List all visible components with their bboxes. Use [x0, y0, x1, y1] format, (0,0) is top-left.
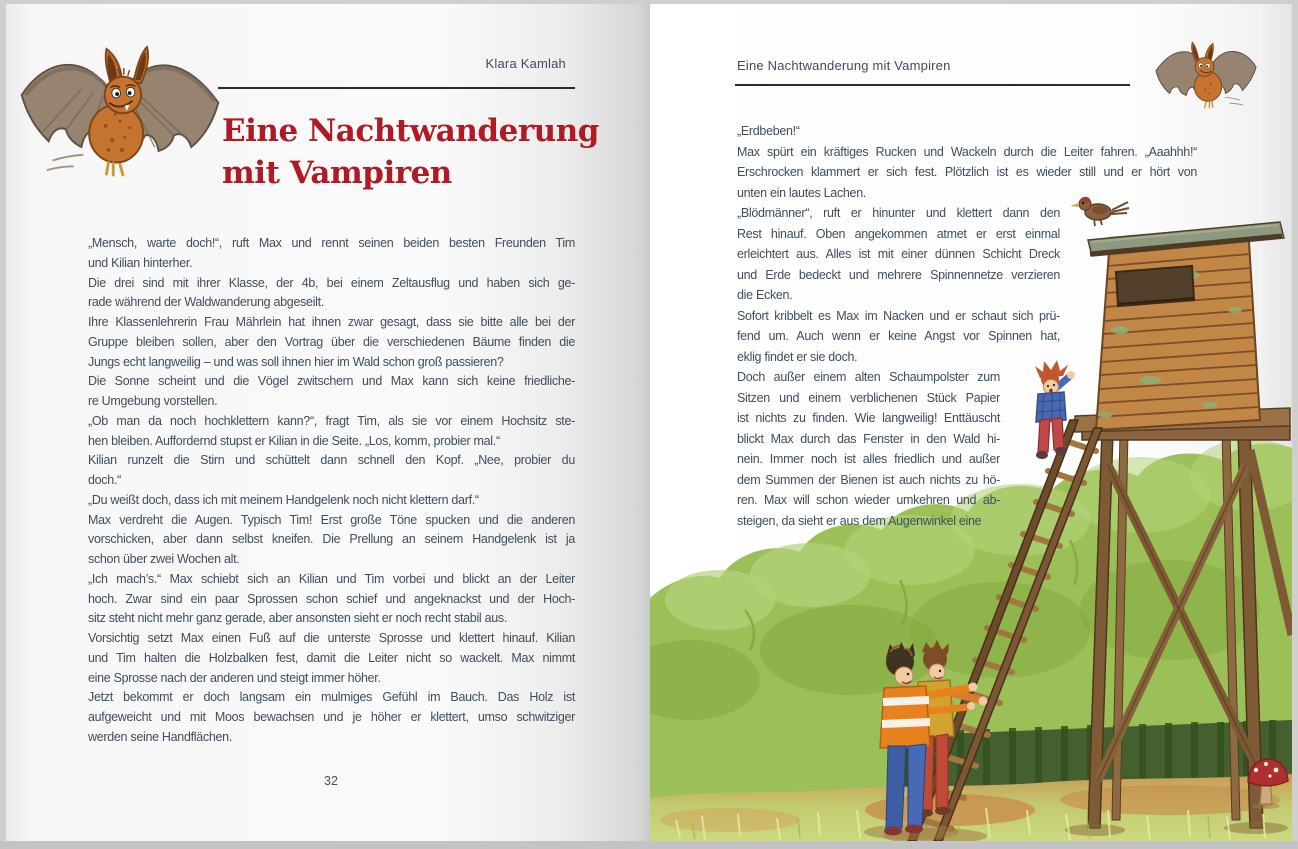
cabin — [1088, 222, 1284, 430]
text-line: ist nichts zu finden. Wie langweilig! Enttäuscht — [737, 411, 1000, 425]
right-page — [650, 4, 1292, 841]
text-line: rade während der Waldwanderung abgeseilt. — [88, 295, 325, 310]
text-line: Kilian runzelt die Stirn und schüttelt dann schnell den Kopf. „Nee, probier du — [88, 453, 575, 468]
text-line: Doch außer einem alten Schaumpolster zum — [737, 370, 1000, 384]
bat-feet — [107, 162, 123, 175]
text-line: fend um. Auch wenn er keine Angst vor Spinnen hat, — [737, 329, 1060, 343]
text-line: schon über zwei Wochen alt. — [88, 552, 240, 566]
bat-icon — [14, 38, 226, 180]
text-line: die Ecken. — [737, 288, 793, 302]
text-line: nein. Immer noch ist alles friedlich und außer — [737, 452, 1000, 466]
text-line: Die Sonne scheint und die Vögel zwitschern und Max kann sich keine friedliche- — [88, 374, 575, 389]
text-line: Jetzt bekommt er doch langsam ein mulmiges Gefühl im Bauch. Das Holz ist — [88, 690, 575, 705]
text-line: Die drei sind mit ihrer Klasse, der 4b, bei einem Zeltausflug und haben sich ge- — [88, 275, 575, 290]
text-line: „Mensch, warte doch!“, ruft Max und rennt seinen beiden besten Freunden Tim — [88, 236, 575, 250]
text-line: Gruppe bleiben sollen, aber den Vortrag über die verschiedenen Bäume finden die — [88, 334, 575, 349]
text-line: „Ob man da noch hochklettern kann?“, fragt Tim, als sie vor einem Hochsitz ste- — [88, 413, 575, 428]
text-line: eklig findet er sie doch. — [737, 349, 858, 364]
text-line: re Umgebung vorstellen. — [88, 394, 218, 408]
text-line: dem Summen der Bienen ist auch nichts zu hö- — [737, 472, 1000, 487]
text-line: und Tim halten die Holzbalken fest, damit die Leiter nicht so wackelt. Max nimmt — [88, 650, 575, 665]
running-header-author: Klara Kamlah — [485, 56, 566, 71]
bat-icon — [1152, 30, 1260, 118]
text-line: Max spürt ein kräftiges Rucken und Wackeln durch die Leiter fahren. „Aaahhh!“ — [737, 144, 1197, 159]
text-line: „Ich mach’s.“ Max schiebt sich an Kilian und Tim vorbei und blickt an der Leiter — [88, 571, 575, 586]
text-line: ren. Max will schon wieder umkehren und ab- — [737, 493, 1000, 507]
text-line: Rest hinauf. Oben angekommen atmet er erst einmal — [737, 226, 1060, 241]
text-line: erleichtert aus. Alles ist mit einer dünnen Schicht Dreck — [737, 247, 1060, 261]
text-line: eine Sprosse nach der anderen und steigt immer höher. — [88, 670, 381, 685]
text-line: steigen, da sieht er aus dem Augenwinkel eine — [737, 513, 982, 528]
text-line: werden seine Handflächen. — [88, 729, 232, 744]
right-text-block-mid — [737, 203, 1060, 367]
text-line: „Du weißt doch, dass ich mit meinem Handgelenk noch nicht klettern darf.“ — [88, 492, 479, 507]
text-line: unten ein lautes Lachen. — [737, 185, 867, 200]
bat-small-icon — [1152, 30, 1260, 118]
text-line: „Blödmänner“, ruft er hinunter und klettert dann den — [737, 206, 1060, 220]
text-line: Vorsichtig setzt Max einen Fuß auf die unterste Sprosse und klettert hinauf. Kilian — [88, 631, 575, 645]
chapter-title-line1: Eine Nachtwanderung — [222, 113, 599, 149]
text-line: blickt Max durch das Fenster in den Wald hi- — [737, 431, 1000, 446]
text-line: hen bleiben. Auffordernd stupst er Kilian in die Seite. „Los, komm, probier mal.“ — [88, 433, 500, 448]
text-line: und Erde bedeckt und mehrere Spinnennetze verzieren — [737, 267, 1060, 282]
running-header-chapter: Eine Nachtwanderung mit Vampiren — [737, 58, 951, 73]
right-text-block-full — [737, 121, 1197, 203]
right-text-block-narrow — [737, 367, 1000, 531]
book-bottom-edge — [0, 841, 1298, 849]
text-line: vorschicken, aber dann selbst kneifen. Die Prellung an seinem Handgelenk ist ja — [88, 532, 575, 547]
chapter-title — [222, 110, 622, 194]
text-line: doch.“ — [88, 473, 121, 487]
text-line: „Erdbeben!“ — [737, 124, 800, 138]
text-line: Sofort kribbelt es Max im Nacken und er schaut sich prü- — [737, 308, 1060, 323]
text-line: Max verdreht die Augen. Typisch Tim! Erst große Töne spucken und die anderen — [88, 512, 575, 527]
left-page — [6, 4, 650, 841]
page-number: 32 — [324, 774, 338, 788]
text-line: aufgeweicht und mit Moos bewachsen und je höher er klettert, umso schwitziger — [88, 710, 575, 724]
left-body-text — [88, 234, 575, 748]
bat-body — [89, 105, 143, 163]
header-rule — [218, 87, 575, 89]
text-line: Jungs echt langweilig – und was soll ihnen hier im Wald schon groß passieren? — [88, 354, 504, 369]
text-line: sitz steht nicht mehr ganz gerade, aber ansonsten sieht er noch recht stabil aus. — [88, 611, 508, 626]
text-line: hoch. Zwar sind ein paar Sprossen schon schief und angeknackst und der Hoch- — [88, 591, 575, 606]
text-line: Sitzen und einem verblichenen Stück Papier — [737, 390, 1000, 405]
text-line: und Kilian hinterher. — [88, 255, 193, 270]
header-rule — [735, 84, 1130, 86]
motion-lines — [47, 155, 84, 170]
chapter-title-line2: mit Vampiren — [222, 155, 452, 191]
text-line: Ihre Klassenlehrerin Frau Mährlein hat ihnen zwar gesagt, dass sie bitte alle bei der — [88, 315, 575, 329]
cabin-window — [1116, 266, 1194, 306]
text-line: Erschrocken klammert er sich fest. Plötzlich ist es wieder still und er hört von — [737, 165, 1197, 179]
